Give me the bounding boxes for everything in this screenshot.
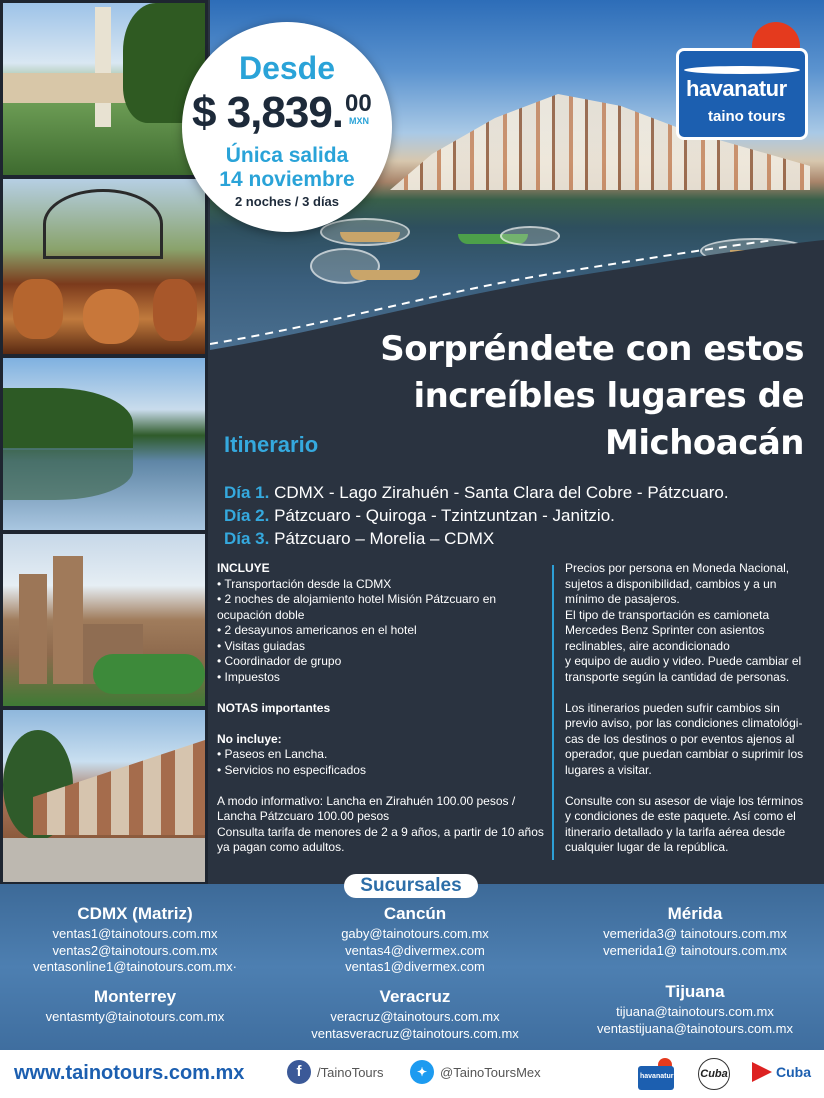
headline-line-2: increíbles lugares de Michoacán: [413, 376, 804, 463]
website-link[interactable]: www.tainotours.com.mx: [14, 1062, 245, 1084]
price-badge: [182, 22, 392, 232]
email-link[interactable]: vemerida3@ tainotours.com.mx: [603, 926, 787, 941]
email-link[interactable]: ventasonline1@tainotours.com.mx·: [33, 959, 237, 974]
itinerary-day-3: Día 3. Pátzcuaro – Morelia – CDMX: [224, 529, 495, 548]
photo-copper-market: [3, 179, 205, 354]
branch-veracruz: Veracruz veracruz@tainotours.com.mx ventasveracruz@tainotours.com.mx: [290, 987, 540, 1042]
conditions-pricing: Precios por persona en Moneda Nacional, sujetos a disponibilidad, cambios y a un mínimo de pasajeros. El tipo de transportación es camioneta Mercedes Benz Sprinter con asientos reclinables, aire acondicionado y equipo de audio y video. Puede cambiar el transporte según la cantidad de personas.: [565, 561, 802, 684]
email-link[interactable]: ventas4@divermex.com: [345, 942, 485, 958]
branch-cdmx: CDMX (Matriz) ventas1@tainotours.com.mx ventas2@tainotours.com.mx ventasonline1@tainotours.com.mx·: [10, 904, 260, 976]
price-from-label: Desde: [238, 50, 336, 86]
price-amount: $ 3,839.: [192, 88, 344, 137]
facebook-link[interactable]: f /TainoTours: [287, 1060, 383, 1084]
photo-cathedral: [3, 534, 205, 706]
itinerary-day-2: Día 2. Pátzcuaro - Quiroga - Tzintzuntzan - Janitzio.: [224, 506, 615, 525]
departure-label: Única salida: [225, 144, 349, 167]
conditions-consult: Consulte con su asesor de viaje los términos y condiciones de este paquete. Así como el itinerario detallado y la tarifa aérea desde cualquier lugar de la república.: [565, 793, 804, 854]
price-cents: 00: [345, 90, 372, 117]
logo-brand: havanatur: [686, 76, 787, 101]
itinerary-title: Itinerario: [224, 432, 319, 457]
photo-lake: [3, 358, 205, 530]
facebook-icon: f: [287, 1060, 311, 1084]
twitter-link[interactable]: ✦ @TainoToursMex: [410, 1060, 541, 1084]
branch-tijuana: Tijuana tijuana@tainotours.com.mx ventastijuana@tainotours.com.mx: [570, 982, 820, 1037]
branch-monterrey: Monterrey ventasmty@tainotours.com.mx: [10, 987, 260, 1026]
email-link[interactable]: ventastijuana@tainotours.com.mx: [596, 1020, 793, 1036]
email-link[interactable]: vemerida1@ tainotours.com.mx: [603, 942, 787, 958]
photo-plaza: [3, 3, 205, 175]
headline-line-1: Sorpréndete con estos: [380, 329, 804, 369]
email-link[interactable]: veracruz@tainotours.com.mx: [330, 1009, 500, 1024]
itinerary-day-1: Día 1. CDMX - Lago Zirahuén - Santa Clara del Cobre - Pátzcuaro.: [224, 483, 729, 502]
info-note: A modo informativo: Lancha en Zirahuén 100.00 pesos / Lancha Pátzcuaro 100.00 pesos Consulta tarifa de menores de 2 a 9 años, a partir de 10 años ya pagan como adultos.: [217, 793, 544, 854]
email-link[interactable]: ventasveracruz@tainotours.com.mx: [311, 1025, 519, 1041]
branches-title: Sucursales: [344, 874, 478, 898]
column-divider: [552, 565, 554, 860]
branches-section: [0, 875, 824, 1050]
email-link[interactable]: ventas1@divermex.com: [345, 959, 485, 974]
photo-aqueduct: [3, 710, 205, 882]
cuba-flag-icon: [752, 1062, 772, 1082]
footer: [0, 1050, 824, 1098]
branch-cancun: Cancún gaby@tainotours.com.mx ventas4@divermex.com ventas1@divermex.com: [290, 904, 540, 976]
email-link[interactable]: ventasmty@tainotours.com.mx: [45, 1009, 225, 1024]
email-link[interactable]: ventas2@tainotours.com.mx: [52, 942, 218, 958]
conditions: [565, 561, 810, 871]
branch-merida: Mérida vemerida3@ tainotours.com.mx vemerida1@ tainotours.com.mx: [570, 904, 820, 959]
photo-column: [0, 0, 208, 884]
price-currency: MXN: [349, 116, 369, 126]
notes-title: NOTAS importantes: [217, 700, 331, 715]
trip-duration: 2 noches / 3 días: [234, 194, 340, 209]
autentica-cuba-badge: Cuba: [698, 1058, 730, 1090]
includes-list: INCLUYE • Transportación desde la CDMX • 2 noches de alojamiento hotel Misión Pátzcuaro en ocupación doble • 2 desayunos americanos en el hotel • Visitas guiadas • Coordinador de grupo • Impuestos: [217, 561, 497, 684]
conditions-itinerary: Los itinerarios pueden sufrir cambios sin previo aviso, por las condiciones climatológi-cas de los destinos o por eventos ajenos al operador, que puedan cambiar o suprimir los lugares a visitar.: [565, 700, 804, 777]
email-link[interactable]: gaby@tainotours.com.mx: [341, 926, 489, 941]
havanatur-logo: [676, 22, 808, 140]
departure-date: 14 noviembre: [219, 168, 355, 191]
excludes-list: No incluye: • Paseos en Lancha. • Servicios no especificados: [217, 731, 366, 777]
email-link[interactable]: tijuana@tainotours.com.mx: [616, 1004, 774, 1019]
email-link[interactable]: ventas1@tainotours.com.mx: [52, 926, 218, 941]
twitter-icon: ✦: [410, 1060, 434, 1084]
havanatur-mini-logo: havanatur taino tours: [638, 1058, 674, 1090]
logo-tagline: taino tours: [708, 108, 786, 125]
package-details: [217, 561, 545, 856]
cuba-brand: Cuba: [752, 1062, 811, 1082]
